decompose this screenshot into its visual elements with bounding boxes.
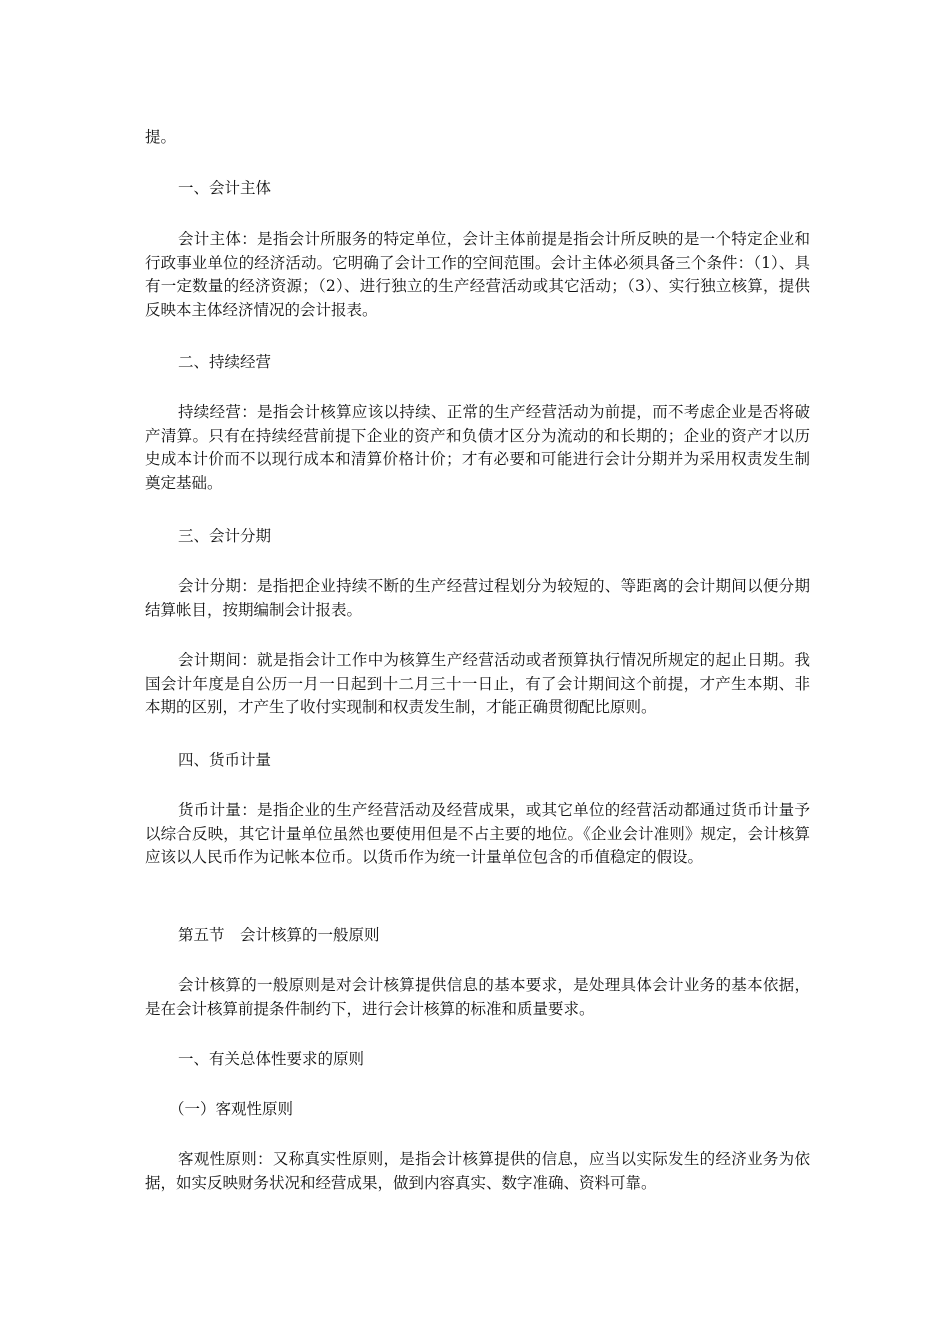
- section-heading-overall-requirements: 一、有关总体性要求的原则: [178, 1050, 365, 1068]
- section-heading-general-principles: 第五节 会计核算的一般原则: [178, 926, 380, 944]
- paragraph-accounting-entity: 会计主体：是指会计所服务的特定单位，会计主体前提是指会计所反映的是一个特定企业和行政事业单位的经济活动。它明确了会计工作的空间范围。会计主体必须具备三个条件：（1）、具有一定数量的经济资源；（2）、进行独立的生产经营活动或其它活动；（3）、实行独立核算，提供反映本主体经济情况的会计报表。: [145, 230, 810, 319]
- paragraph-objectivity: 客观性原则：又称真实性原则，是指会计核算提供的信息，应当以实际发生的经济业务为依据，如实反映财务状况和经营成果，做到内容真实、数字准确、资料可靠。: [145, 1150, 810, 1192]
- section-heading-going-concern: 二、持续经营: [178, 353, 272, 371]
- subsection-heading-objectivity: （一）客观性原则: [169, 1100, 294, 1118]
- section-heading-accounting-period: 三、会计分期: [178, 527, 272, 545]
- paragraph-general-principles: 会计核算的一般原则是对会计核算提供信息的基本要求，是处理具体会计业务的基本依据，是在会计核算前提条件制约下，进行会计核算的标准和质量要求。: [145, 976, 810, 1018]
- paragraph-going-concern: 持续经营：是指会计核算应该以持续、正常的生产经营活动为前提，而不考虑企业是否将破产清算。只有在持续经营前提下企业的资产和负债才区分为流动的和长期的；企业的资产才以历史成本计价而不以现行成本和清算价格计价；才有必要和可能进行会计分期并为采用权责发生制奠定基础。: [145, 403, 810, 492]
- paragraph-accounting-interval: 会计期间：就是指会计工作中为核算生产经营活动或者预算执行情况所规定的起止日期。我国会计年度是自公历一月一日起到十二月三十一日止，有了会计期间这个前提，才产生本期、非本期的区别，才产生了收付实现制和权责发生制，才能正确贯彻配比原则。: [145, 651, 810, 716]
- section-heading-accounting-entity: 一、会计主体: [178, 179, 272, 197]
- paragraph-accounting-period: 会计分期：是指把企业持续不断的生产经营过程划分为较短的、等距离的会计期间以便分期结算帐目，按期编制会计报表。: [145, 577, 810, 619]
- section-heading-monetary-measurement: 四、货币计量: [178, 751, 272, 769]
- paragraph-monetary-measurement: 货币计量：是指企业的生产经营活动及经营成果，或其它单位的经营活动都通过货币计量予以综合反映，其它计量单位虽然也要使用但是不占主要的地位。《企业会计准则》规定，会计核算应该以人民币作为记帐本位币。以货币作为统一计量单位包含的币值稳定的假设。: [145, 801, 810, 866]
- paragraph-continuation: 提。: [145, 128, 177, 146]
